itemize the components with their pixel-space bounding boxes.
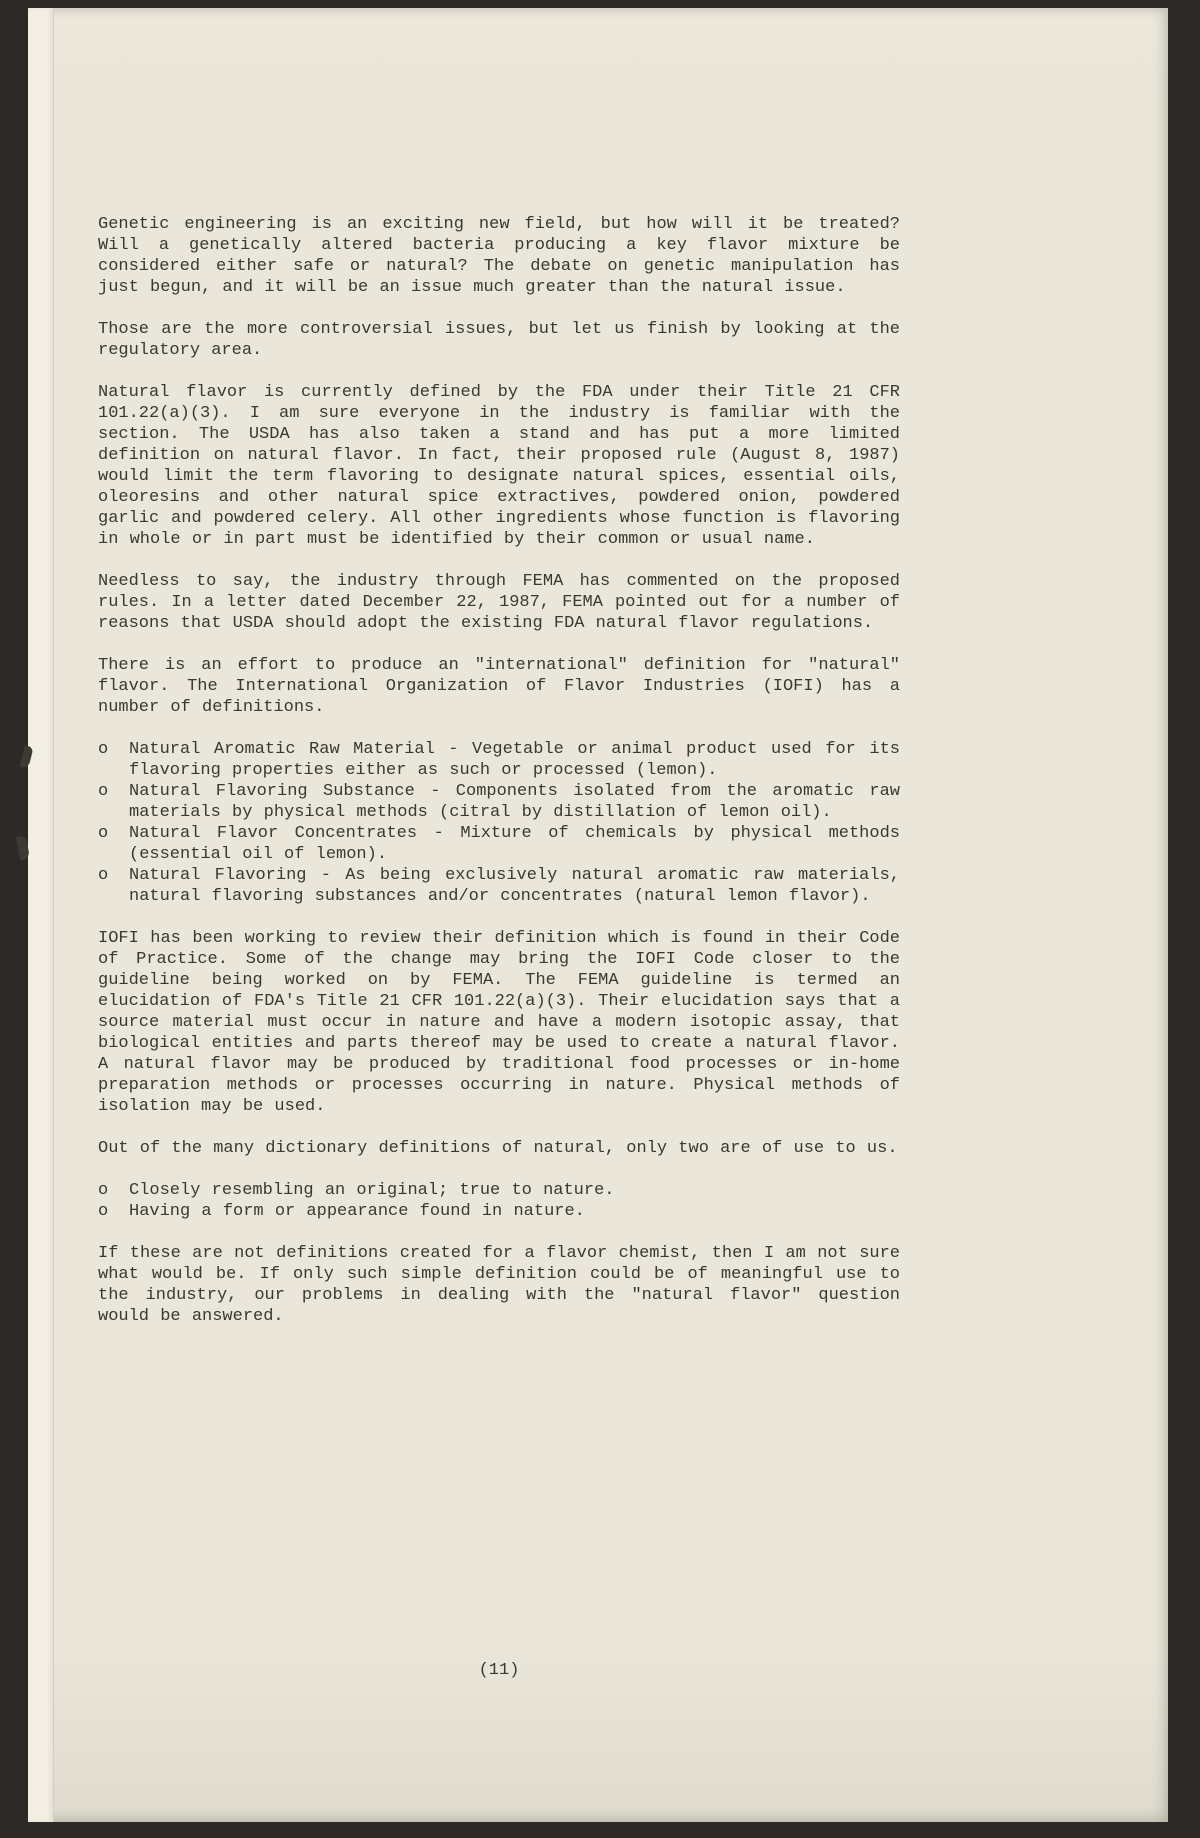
- paragraph: IOFI has been working to review their definition which is found in their Code of Practice. Some of the change may bring the IOFI Code closer to the guideline being worked on by FEMA. The FEMA guideline is termed an elucidation of FDA's Title 21 CFR 101.22(a)(3). Their elucidation says that a source material must occur in nature and have a modern isotopic assay, that biological entities and parts thereof may be used to create a natural flavor. A natural flavor may be produced by traditional food processes or in-home preparation methods or processes occurring in nature. Physical methods of isolation may be used.: [98, 929, 900, 1116]
- paragraph: Out of the many dictionary definitions of natural, only two are of use to us.: [98, 1139, 898, 1158]
- paragraph: Those are the more controversial issues, but let us finish by looking at the regulatory area.: [98, 320, 900, 360]
- list-item: [98, 1180, 900, 1201]
- list-item-text: Natural Aromatic Raw Material - Vegetable or animal product used for its flavoring properties either as such or processed (lemon).: [129, 740, 900, 780]
- bulleted-list: [98, 739, 900, 907]
- bullet-marker: o: [98, 824, 109, 843]
- bullet-marker: o: [98, 866, 109, 885]
- paragraph: There is an effort to produce an "international" definition for "natural" flavor. The International Organization of Flavor Industries (IOFI) has a number of definitions.: [98, 656, 900, 717]
- list-item: [98, 781, 900, 823]
- paragraph: Needless to say, the industry through FEMA has commented on the proposed rules. In a letter dated December 22, 1987, FEMA pointed out for a number of reasons that USDA should adopt the existing FDA natural flavor regulations.: [98, 572, 900, 633]
- list-item-text: Closely resembling an original; true to nature.: [129, 1181, 615, 1200]
- list-item-text: Natural Flavor Concentrates - Mixture of chemicals by physical methods (essential oil of lemon).: [129, 824, 900, 864]
- binding-edge: [28, 8, 54, 1822]
- list-item-text: Natural Flavoring - As being exclusively natural aromatic raw materials, natural flavoring substances and/or concentrates (natural lemon flavor).: [129, 866, 900, 906]
- list-item: [98, 1201, 900, 1222]
- bullet-marker: o: [98, 1181, 109, 1200]
- list-item-text: Natural Flavoring Substance - Components isolated from the aromatic raw materials by physical methods (citral by distillation of lemon oil).: [129, 782, 900, 822]
- paragraph: Natural flavor is currently defined by the FDA under their Title 21 CFR 101.22(a)(3). I am sure everyone in the industry is familiar with the section. The USDA has also taken a stand and has put a more limited definition on natural flavor. In fact, their proposed rule (August 8, 1987) would limit the term flavoring to designate natural spices, essential oils, oleoresins and other natural spice extractives, powdered onion, powdered garlic and powdered celery. All other ingredients whose function is flavoring in whole or in part must be identified by their common or usual name.: [98, 383, 900, 549]
- bullet-marker: o: [98, 740, 109, 759]
- bullet-marker: o: [98, 782, 109, 801]
- paragraph: If these are not definitions created for a flavor chemist, then I am not sure what would be. If only such simple definition could be of meaningful use to the industry, our problems in dealing with the "natural flavor" question would be answered.: [98, 1244, 900, 1326]
- list-item: [98, 823, 900, 865]
- staple-mark: [16, 835, 30, 860]
- paragraph: Genetic engineering is an exciting new field, but how will it be treated? Will a genetically altered bacteria producing a key flavor mixture be considered either safe or natural? The debate on genetic manipulation has just begun, and it will be an issue much greater than the natural issue.: [98, 215, 900, 297]
- page-number: (11): [478, 1661, 520, 1680]
- bulleted-list: [98, 1180, 900, 1222]
- list-item: [98, 865, 900, 907]
- bullet-marker: o: [98, 1202, 109, 1221]
- staple-mark: [19, 745, 33, 769]
- list-item: [98, 739, 900, 781]
- document-body: [98, 214, 900, 1348]
- list-item-text: Having a form or appearance found in nature.: [129, 1202, 585, 1221]
- document-page: [28, 8, 1168, 1822]
